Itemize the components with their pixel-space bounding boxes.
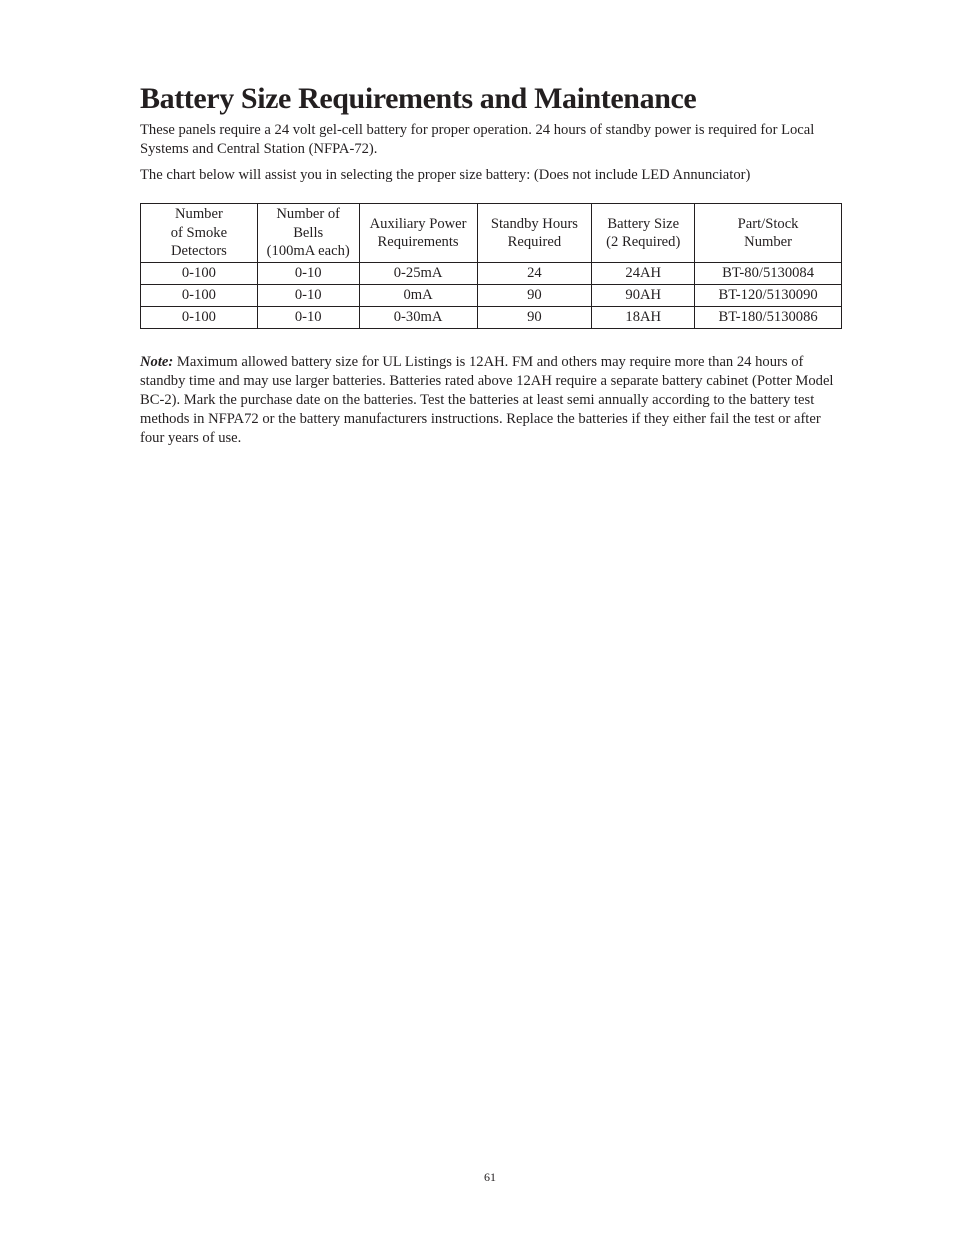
header-smoke-detectors: Number of Smoke Detectors: [141, 204, 258, 263]
header-battery-size: Battery Size (2 Required): [592, 204, 695, 263]
table-cell: 90AH: [592, 285, 695, 307]
table-cell: BT-180/5130086: [695, 307, 842, 329]
note-paragraph: [140, 353, 845, 448]
chart-intro-paragraph: The chart below will assist you in selecting the proper size battery: (Does not include LED Annunciator): [140, 167, 751, 183]
table-cell: 0-10: [257, 263, 359, 285]
table-cell: 24: [477, 263, 592, 285]
table-cell: 90: [477, 285, 592, 307]
table-cell: 0-100: [141, 263, 258, 285]
table-cell: 0-10: [257, 285, 359, 307]
table-cell: 0-10: [257, 307, 359, 329]
table-cell: 90: [477, 307, 592, 329]
note-text: Maximum allowed battery size for UL Listings is 12AH. FM and others may require more than 24 hours of standby time and may use larger batteries. Batteries rated above 12AH require a separate battery cabinet (Potter Model BC-2). Mark the purchase date on the batteries. Test the batteries at least semi annually according to the battery test methods in NFPA72 or the battery manufacturers instructions. Replace the batteries if they either fail the test or after four years of use.: [140, 354, 834, 446]
table-cell: 0-100: [141, 285, 258, 307]
page-number: 61: [484, 1170, 496, 1184]
table-cell: BT-120/5130090: [695, 285, 842, 307]
header-row: [141, 204, 842, 263]
header-standby-hours: Standby Hours Required: [477, 204, 592, 263]
table-body: [141, 263, 842, 329]
header-part-stock-number: Part/Stock Number: [695, 204, 842, 263]
header-bells: Number of Bells (100mA each): [257, 204, 359, 263]
table-row: [141, 285, 842, 307]
table-cell: 0-25mA: [359, 263, 477, 285]
table-header: [141, 204, 842, 263]
page-title: Battery Size Requirements and Maintenance: [140, 82, 697, 115]
note-label: Note:: [140, 354, 174, 370]
table-cell: 24AH: [592, 263, 695, 285]
header-auxiliary-power: Auxiliary Power Requirements: [359, 204, 477, 263]
table-row: [141, 263, 842, 285]
table-row: [141, 307, 842, 329]
table-cell: BT-80/5130084: [695, 263, 842, 285]
table-cell: 0-100: [141, 307, 258, 329]
table-cell: 0mA: [359, 285, 477, 307]
battery-size-table: [140, 203, 842, 329]
table-cell: 0-30mA: [359, 307, 477, 329]
table-cell: 18AH: [592, 307, 695, 329]
intro-paragraph: These panels require a 24 volt gel-cell battery for proper operation. 24 hours of standby power is required for Local Systems and Central Station (NFPA-72).: [140, 122, 815, 157]
